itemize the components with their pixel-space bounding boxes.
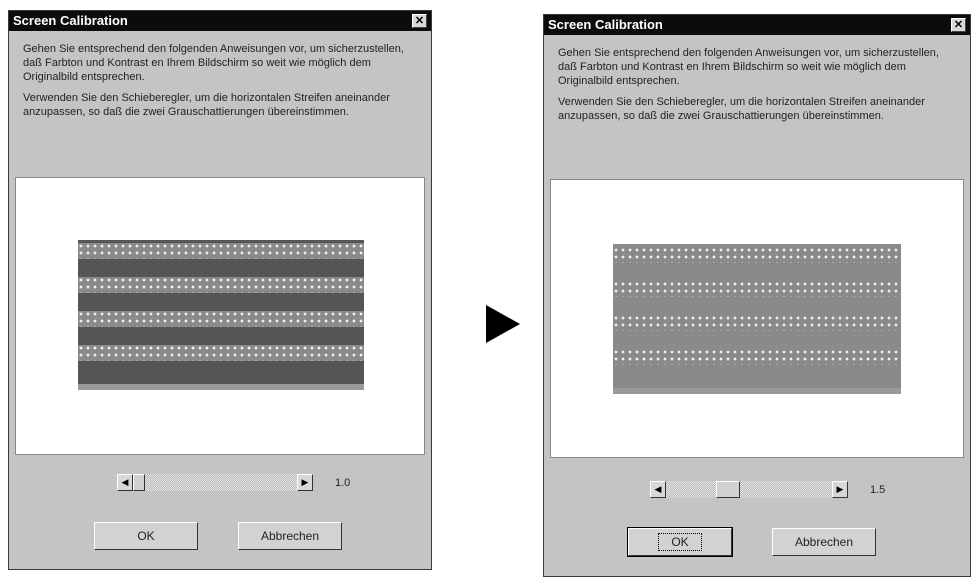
instruction-text-2: Verwenden Sie den Schieberegler, um die horizontalen Streifen aneinander anzupassen, so daß die zwei Grauschattierungen übereinstimmen. <box>558 96 925 122</box>
title-bar <box>9 11 431 31</box>
slider-thumb[interactable] <box>716 481 740 498</box>
ok-button[interactable] <box>628 528 732 556</box>
dotted-stripe <box>613 247 901 263</box>
cancel-button-label: Abbrechen <box>794 535 854 549</box>
ok-button-label: OK <box>137 529 155 543</box>
dialog-title: Screen Calibration <box>548 17 663 32</box>
dotted-stripe <box>78 277 364 293</box>
calibration-preview <box>15 177 425 455</box>
gamma-slider[interactable] <box>117 474 313 491</box>
instruction-text-1: Gehen Sie entsprechend den folgenden Anweisungen vor, um sicherzustellen, daß Farbton und Kontrast en Ihrem Bildschirm so weit wie möglich dem Originalbild entsprechen. <box>558 47 939 87</box>
instruction-text-2: Verwenden Sie den Schieberegler, um die horizontalen Streifen aneinander anzupassen, so daß die zwei Grauschattierungen übereinstimmen. <box>23 92 390 118</box>
slider-track[interactable] <box>666 481 832 498</box>
instructions <box>23 42 419 119</box>
slider-value: 1.0 <box>335 477 351 489</box>
slider-track[interactable] <box>133 474 297 491</box>
close-icon[interactable]: ✕ <box>951 18 966 32</box>
dotted-stripe <box>613 281 901 297</box>
pattern-base-band <box>78 384 364 390</box>
slider-left-arrow-icon[interactable]: ◀ <box>650 481 666 498</box>
slider-value: 1.5 <box>870 484 886 496</box>
dotted-stripe <box>78 311 364 327</box>
dotted-stripe <box>613 349 901 365</box>
ok-button-label: OK <box>658 533 701 551</box>
stripe-pattern <box>78 240 364 390</box>
calibration-dialog-after <box>543 14 971 577</box>
instructions <box>558 46 958 123</box>
cancel-button[interactable] <box>238 522 342 550</box>
gamma-slider[interactable] <box>650 481 848 498</box>
slider-left-arrow-icon[interactable]: ◀ <box>117 474 133 491</box>
calibration-dialog-before <box>8 10 432 570</box>
dialog-title: Screen Calibration <box>13 13 128 28</box>
slider-right-arrow-icon[interactable]: ▶ <box>832 481 848 498</box>
slider-thumb[interactable] <box>133 474 145 491</box>
pattern-base-band <box>613 388 901 394</box>
dotted-stripe <box>78 345 364 361</box>
right-arrow-icon <box>486 305 520 343</box>
stripe-pattern <box>613 244 901 394</box>
close-icon[interactable]: ✕ <box>412 14 427 28</box>
cancel-button-label: Abbrechen <box>260 529 320 543</box>
dotted-stripe <box>613 315 901 331</box>
title-bar <box>544 15 970 35</box>
calibration-preview <box>550 179 964 458</box>
dotted-stripe <box>78 243 364 259</box>
slider-right-arrow-icon[interactable]: ▶ <box>297 474 313 491</box>
cancel-button[interactable] <box>772 528 876 556</box>
ok-button[interactable] <box>94 522 198 550</box>
instruction-text-1: Gehen Sie entsprechend den folgenden Anweisungen vor, um sicherzustellen, daß Farbton und Kontrast en Ihrem Bildschirm so weit wie möglich dem Originalbild entsprechen. <box>23 43 404 83</box>
